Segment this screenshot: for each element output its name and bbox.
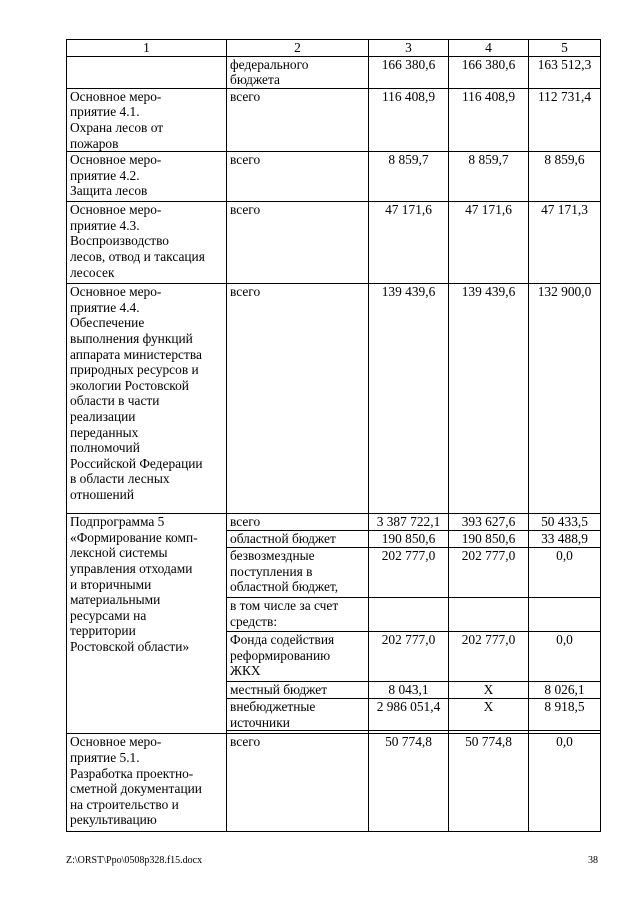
amount-col-4-cell: 202 777,0 <box>449 632 529 682</box>
header-col-5: 5 <box>529 40 601 57</box>
amount-col-3-cell: 47 171,6 <box>369 202 449 284</box>
activity-name-cell: Основное меро- приятие 4.2. Защита лесов <box>67 152 227 202</box>
amount-col-5-cell: 8 026,1 <box>529 682 601 699</box>
budget-table <box>66 39 601 832</box>
amount-col-5-cell: 163 512,3 <box>529 56 601 88</box>
activity-name-cell: Основное меро- приятие 4.4. Обеспечение выполнения функций аппарата министерства природных ресурсов и экологии Ростовской области в части реализации переданных полномочий Российской Федерации в области лесных отношений <box>67 284 227 514</box>
funding-source-cell: всего <box>227 88 369 151</box>
amount-col-3-cell: 2 986 051,4 <box>369 699 449 731</box>
funding-source-cell: областной бюджет <box>227 531 369 548</box>
table-row <box>67 284 601 514</box>
amount-col-4-cell: 202 777,0 <box>449 548 529 598</box>
funding-source-cell: всего <box>227 514 369 531</box>
table-row <box>67 202 601 284</box>
activity-name-cell <box>67 56 227 88</box>
amount-col-3-cell: 202 777,0 <box>369 548 449 598</box>
header-row <box>67 40 601 57</box>
activity-name-cell: Основное меро- приятие 4.3. Воспроизводство лесов, отвод и таксация лесосек <box>67 202 227 284</box>
header-col-3: 3 <box>369 40 449 57</box>
amount-col-4-cell: 47 171,6 <box>449 202 529 284</box>
header-col-2: 2 <box>227 40 369 57</box>
amount-col-3-cell: 116 408,9 <box>369 88 449 151</box>
amount-col-5-cell: 0,0 <box>529 548 601 598</box>
funding-source-cell: безвозмездные поступления в областной бюджет, <box>227 548 369 598</box>
amount-col-4-cell: 116 408,9 <box>449 88 529 151</box>
table-row <box>67 152 601 202</box>
funding-source-cell: местный бюджет <box>227 682 369 699</box>
header-col-4: 4 <box>449 40 529 57</box>
amount-col-4-cell: Х <box>449 682 529 699</box>
amount-col-4-cell: Х <box>449 699 529 731</box>
funding-source-cell: в том числе за счет средств: <box>227 598 369 632</box>
funding-source-cell: федерального бюджета <box>227 56 369 88</box>
activity-name-cell: Подпрограмма 5 «Формирование комп- лексной системы управления отходами и вторичными материальными ресурсами на территории Ростовской области» <box>67 514 227 734</box>
amount-col-3-cell: 50 774,8 <box>369 734 449 832</box>
funding-source-cell: всего <box>227 152 369 202</box>
amount-col-3-cell <box>369 598 449 632</box>
funding-source-cell: внебюджетные источники <box>227 699 369 731</box>
funding-source-cell: Фонда содействия реформированию ЖКХ <box>227 632 369 682</box>
activity-name-cell: Основное меро- приятие 5.1. Разработка проектно- сметной документации на строительство и рекультивацию <box>67 734 227 832</box>
amount-col-4-cell: 393 627,6 <box>449 514 529 531</box>
amount-col-3-cell: 202 777,0 <box>369 632 449 682</box>
amount-col-4-cell: 190 850,6 <box>449 531 529 548</box>
amount-col-3-cell: 8 859,7 <box>369 152 449 202</box>
amount-col-5-cell: 33 488,9 <box>529 531 601 548</box>
amount-col-3-cell: 166 380,6 <box>369 56 449 88</box>
amount-col-4-cell: 50 774,8 <box>449 734 529 832</box>
amount-col-3-cell: 3 387 722,1 <box>369 514 449 531</box>
footer-file-path: Z:\ORST\Ppo\0508p328.f15.docx <box>66 855 203 866</box>
table-row <box>67 88 601 151</box>
funding-source-cell: всего <box>227 734 369 832</box>
table-row <box>67 734 601 832</box>
amount-col-5-cell: 50 433,5 <box>529 514 601 531</box>
header-col-1: 1 <box>67 40 227 57</box>
amount-col-3-cell: 190 850,6 <box>369 531 449 548</box>
amount-col-5-cell: 132 900,0 <box>529 284 601 514</box>
amount-col-4-cell <box>449 598 529 632</box>
amount-col-4-cell: 8 859,7 <box>449 152 529 202</box>
amount-col-5-cell: 0,0 <box>529 734 601 832</box>
amount-col-4-cell: 166 380,6 <box>449 56 529 88</box>
funding-source-cell: всего <box>227 284 369 514</box>
amount-col-3-cell: 8 043,1 <box>369 682 449 699</box>
amount-col-5-cell: 0,0 <box>529 632 601 682</box>
footer-page-number: 38 <box>588 855 598 866</box>
activity-name-cell: Основное меро- приятие 4.1. Охрана лесов от пожаров <box>67 88 227 151</box>
amount-col-5-cell: 47 171,3 <box>529 202 601 284</box>
table-row <box>67 514 601 531</box>
amount-col-5-cell <box>529 598 601 632</box>
amount-col-3-cell: 139 439,6 <box>369 284 449 514</box>
amount-col-4-cell: 139 439,6 <box>449 284 529 514</box>
amount-col-5-cell: 8 918,5 <box>529 699 601 731</box>
funding-source-cell: всего <box>227 202 369 284</box>
table-row <box>67 56 601 88</box>
amount-col-5-cell: 112 731,4 <box>529 88 601 151</box>
amount-col-5-cell: 8 859,6 <box>529 152 601 202</box>
